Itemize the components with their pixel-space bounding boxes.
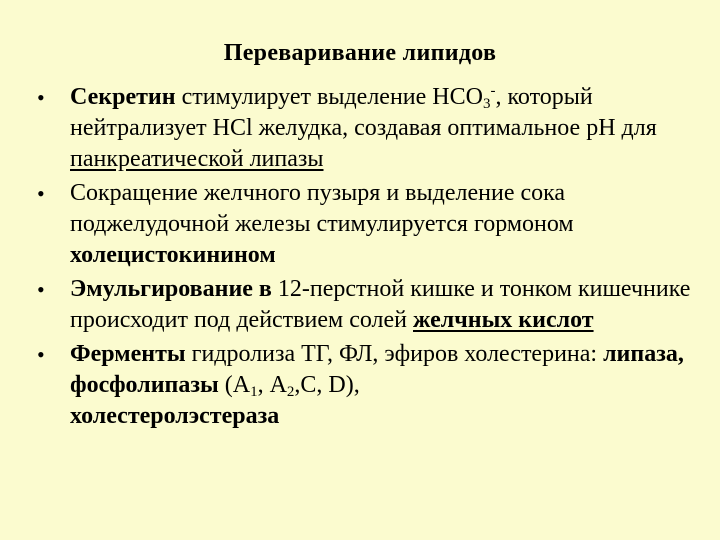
text: Сокращение желчного пузыря и выделение сока поджелудочной железы стимулируется гормоном	[70, 180, 574, 237]
text: , А	[257, 372, 287, 398]
term-lipase-phospholipases: липаза, фосфолипазы	[70, 341, 684, 398]
bullet-item-enzymes	[37, 339, 700, 432]
term-secretin: Секретин	[70, 84, 176, 110]
subscript: 1	[250, 384, 258, 400]
bullet-dot: •	[37, 277, 45, 302]
subscript: 3	[482, 96, 491, 112]
bullet-item-emulsification	[37, 274, 700, 336]
bullet-dot: •	[37, 342, 45, 367]
bullet-item-gallbladder	[37, 178, 700, 271]
term-cholecystokinin: холецистокинином	[70, 242, 276, 268]
bullet-dot: •	[37, 181, 45, 206]
text: ,С, D),	[294, 372, 360, 398]
bullet-dot: •	[37, 85, 45, 110]
slide-title: Переваривание липидов	[223, 40, 497, 66]
term-pancreatic-lipase: панкреатической липазы	[70, 146, 324, 172]
text: , который нейтрализует НСl желудка, создавая оптимальное рН для	[70, 84, 657, 141]
text: 12-перстной кишке и тонком кишечнике происходит под действием солей	[70, 276, 691, 333]
term-cholesterolesterase: холестеролэстераза	[70, 403, 280, 429]
term-bile-acids: желчных кислот	[413, 307, 594, 333]
text: стимулирует выделение НСО	[175, 84, 483, 110]
superscript: -	[490, 83, 496, 99]
bullet-list	[37, 82, 700, 435]
bullet-item-secretin	[37, 82, 700, 175]
term-enzymes: Ферменты	[70, 341, 186, 367]
term-emulsification: Эмульгирование в	[70, 276, 272, 302]
subscript: 2	[286, 384, 295, 400]
text: гидролиза ТГ, ФЛ, эфиров холестерина:	[185, 341, 604, 367]
text: (А	[218, 372, 251, 398]
